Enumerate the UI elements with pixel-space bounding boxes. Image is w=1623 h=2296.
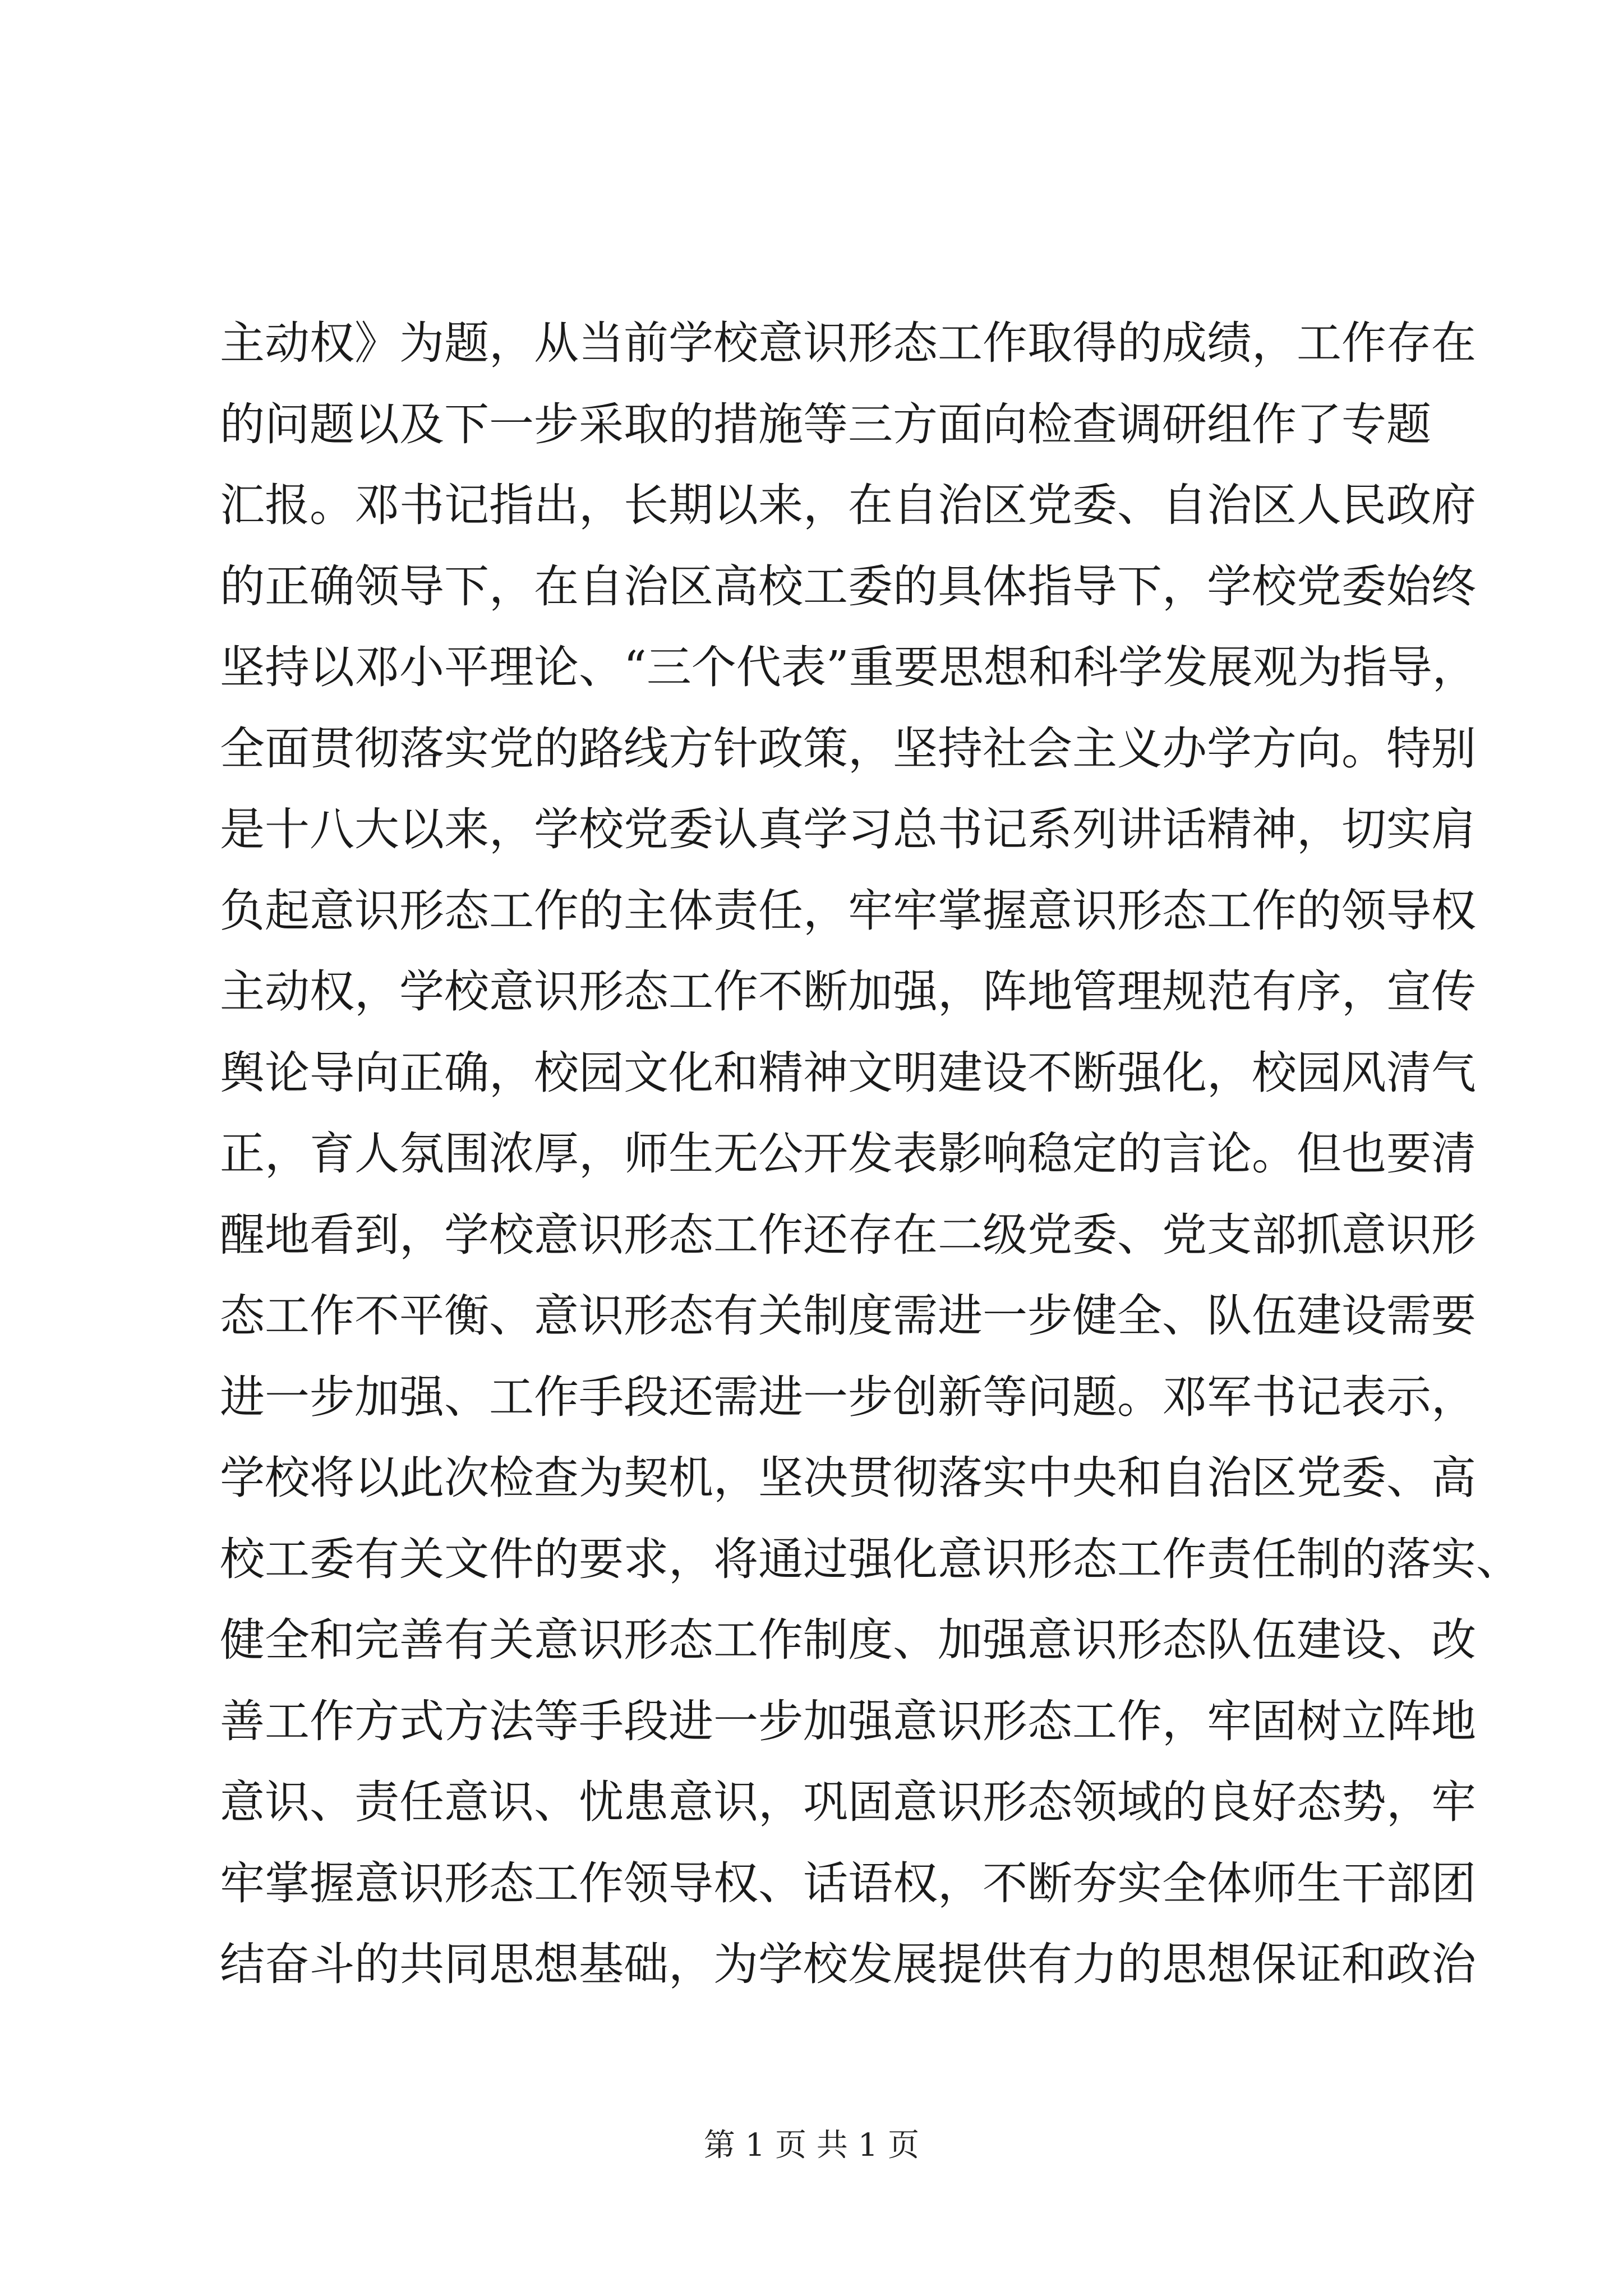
body-text bbox=[220, 303, 1521, 2005]
text-line: 态工作不平衡、意识形态有关制度需进一步健全、队伍建设需要 bbox=[220, 1290, 1476, 1342]
text-line: 负起意识形态工作的主体责任，牢牢掌握意识形态工作的领导权 bbox=[220, 884, 1476, 937]
text-line: 正，育人氛围浓厚，师生无公开发表影响稳定的言论。但也要清 bbox=[220, 1128, 1476, 1180]
text-line: 主动权，学校意识形态工作不断加强，阵地管理规范有序，宣传 bbox=[220, 965, 1476, 1018]
text-line: 的正确领导下，在自治区高校工委的具体指导下，学校党委始终 bbox=[220, 560, 1476, 613]
text-line: 汇报。邓书记指出，长期以来，在自治区党委、自治区人民政府 bbox=[220, 479, 1476, 531]
text-line: 健全和完善有关意识形态工作制度、加强意识形态队伍建设、改 bbox=[220, 1614, 1476, 1666]
text-line: 醒地看到，学校意识形态工作还存在二级党委、党支部抓意识形 bbox=[220, 1208, 1476, 1261]
page-footer: 第 1 页 共 1 页 bbox=[703, 2127, 920, 2164]
text-line: 全面贯彻落实党的路线方针政策，坚持社会主义办学方向。特别 bbox=[220, 722, 1476, 775]
text-line: 舆论导向正确，校园文化和精神文明建设不断强化，校园风清气 bbox=[220, 1046, 1476, 1099]
text-line: 意识、责任意识、忧患意识，巩固意识形态领域的良好态势，牢 bbox=[220, 1776, 1476, 1828]
text-line: 校工委有关文件的要求，将通过强化意识形态工作责任制的落实、 bbox=[220, 1533, 1521, 1585]
text-line: 进一步加强、工作手段还需进一步创新等问题。邓军书记表示， bbox=[220, 1370, 1476, 1423]
text-line: 学校将以此次检查为契机，坚决贯彻落实中央和自治区党委、高 bbox=[220, 1452, 1476, 1504]
text-line: 牢掌握意识形态工作领导权、话语权，不断夯实全体师生干部团 bbox=[220, 1857, 1476, 1910]
text-line: 善工作方式方法等手段进一步加强意识形态工作，牢固树立阵地 bbox=[220, 1695, 1476, 1747]
text-line: 结奋斗的共同思想基础，为学校发展提供有力的思想保证和政治 bbox=[220, 1938, 1476, 1990]
text-line: 是十八大以来，学校党委认真学习总书记系列讲话精神，切实肩 bbox=[220, 803, 1476, 855]
text-line: 坚持以邓小平理论、“三个代表”重要思想和科学发展观为指导， bbox=[220, 641, 1477, 693]
text-line: 主动权》为题，从当前学校意识形态工作取得的成绩，工作存在 bbox=[220, 317, 1476, 369]
text-line: 的问题以及下一步采取的措施等三方面向检查调研组作了专题 bbox=[220, 398, 1431, 450]
